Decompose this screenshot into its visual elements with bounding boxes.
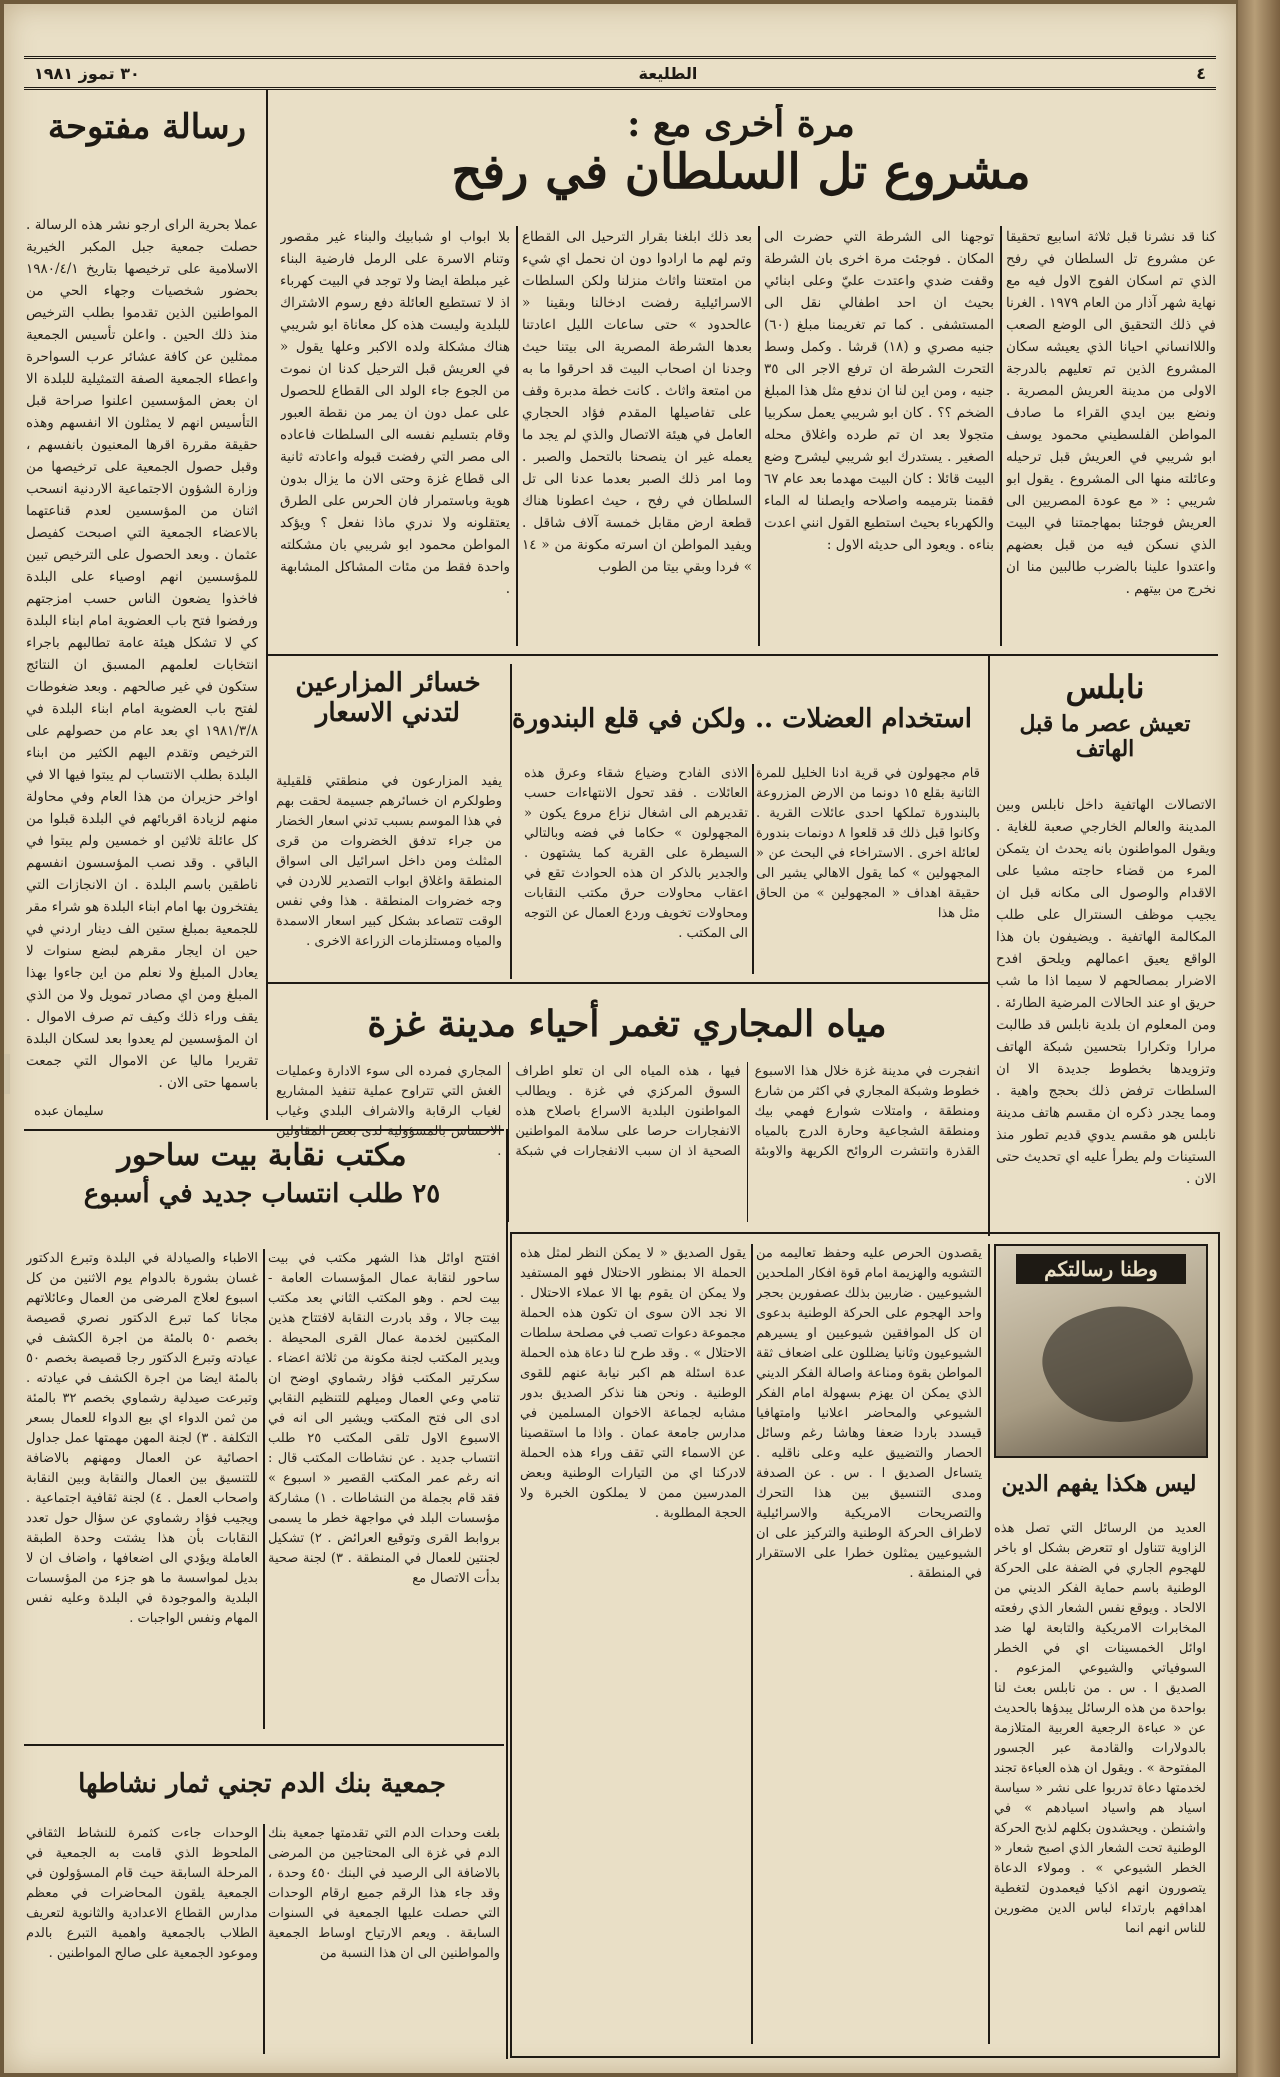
bethsahour-col-1: افتتح اوائل هذا الشهر مكتب في بيت ساحور لنقابة عمال المؤسسات العامة - بيت لحم . وهو المكتب الثاني بعد مكتب بيت جالا ، وقد بادرت النقابة لافتتاح هذين المكتبين لخدمة عمال القرى المحيطة . ويدير المكتب لجنة مكونة من ثلاثة اعضاء . سكرتير المكتب فؤاد رشماوي اوضح ان تنامي وعي العمال وميلهم للتنظيم النقابي ادى الى فتح المكتب ويشير الى انه في الاسبوع الاول تلقى المكتب ٢٥ طلب انتساب جديد . عن نشاطات المكتب قال : انه رغم عمر المكتب القصير « اسبوع » فقد قام بجملة من النشاطات . ١) مشاركة مؤسسات البلد في مواجهة خطر ما يسمى بروابط القرى وتوقيع العرائض . ٢) تشكيل لجنتين للعمال في المنطقة . ٣) لجنة صحية بدأت الاتصال مع (268, 1251, 500, 1586)
newspaper-page (4, 4, 1236, 2073)
farmers-body: يفيد المزارعون في منطقتي قلقيلية وطولكرم ان خسائرهم جسيمة لحقت بهم في هذا الموسم بسبب تدني اسعار الخضار من جراء تدفق الخضروات من قرى المثلث ومن داخل اسرائيل الى اسواق المنطقة واغلاق ابواب التصدير للاردن في وجه خضروات المنطقة . هذا وفي نفس الوقت تتصاعد بشكل كبير اسعار الاسمدة والمياه ومستلزمات الزراعة الاخرى . (276, 774, 502, 949)
main-story-col-4: بلا ابواب او شبابيك والبناء غير مقصور وتنام الاسرة على الرمل فارضية البناء غير مبلطة ايضا ولا توجد في البيت كهرباء اذ لا تستطيع العائلة دفع رسوم الاشتراك للبلدية وليست هذه كل معاناة ابو شريبي هناك مشكلة ولده الاكبر وعلها يقول « في العريش قبل الترحيل كدنا ان نموت من الجوع جاء الولد الى القطاع للحصول على عمل دون ان يمر من نقطة العبور وقام بتسليم نفسه الى السلطات فاعاده الى مصر التي رفضت قبوله واعادته ثانية الى قطاع غزة وحتى الان ما يزال بدون هوية وباستمرار فان الحرس على الطرق يعتقلونه ولا ندري ماذا نفعل ؟ ويؤكد المواطن محمود ابو شريبي بان مشكلته واحدة فقط من مئات المشاكل المشابهة . (280, 229, 510, 597)
blood-bank-headline (24, 1754, 500, 1814)
nablus-title: نابلس (1065, 669, 1145, 706)
gaza-title: مياه المجاري تغمر أحياء مدينة غزة (367, 1003, 887, 1045)
workers-headline (504, 684, 980, 754)
editorial-col-3: يقول الصديق « لا يمكن النظر لمثل هذه الحملة الا بمنظور الاحتلال فهو المستفيد ولا يمكن ان يقوم بها الا عملاء الاحتلال . الا نجد الان سوى ان تكون هذه الحملة مجموعة دعوات تصب في مصلحة سلطات الاحتلال » . وقد طرح لنا دعاة هذه الحملة عدة اسئلة هم اكبر نيابة عنهم للقوى الوطنية . ونحن هنا نذكر الصديق بدور مشابه لجماعة الاخوان المسلمين في مدارس جامعة عمان . واذا ما استقصينا عن الاسماء التي تقف وراء هذه الحملة لادركنا اي من التيارات الوطنية وبعض المدرسين ممن لا يملكون الخبرة ولا الحجة المطلوبة . (520, 1246, 746, 1521)
main-story-col-3: بعد ذلك ابلغنا بقرار الترحيل الى القطاع وتم لهم ما ارادوا دون ان نحمل اي شيء من امتعتنا واثاث منزلنا ولكن السلطات الاسرائيلية رفضت ادخالنا وبقينا « عالحدود » حتى ساعات الليل اعادتنا بعدها الشرطة المصرية الى بيتنا حيث وجدنا ان اصحاب البيت قد احرقوا ما به من امتعة واثاث . كانت خطة مدبرة وقف على تفاصيلها المقدم فؤاد الحجاري العامل في هيئة الاتصال والذي لم يجد ما يعمله غير ان ينصحنا بالتحمل والصبر . وما امر ذلك الصبر بعدما عدنا الى تل السلطان في رفح ، حيث اعطونا هناك قطعة ارض مقابل خمسة آلاف شاقل . ويفيد المواطن ان اسرته مكونة من « ١٤ » فردا وبقي بيتا من الطوب (522, 229, 752, 575)
blood-bank-col-1: بلغت وحدات الدم التي تقدمتها جمعية بنك الدم في غزة الى المحتاجين من المرضى بالاضافة الى الرصيد في البنك ٤٥٠ وحدة ، وقد جاء هذا الرقم جميع ارقام الوحدات التي حصلت عليها الجمعية في السنوات السابقة . ويعم الارتياح اوساط الجمعية والمواطنين الى ان هذا النسبة من (268, 1826, 500, 1961)
newspaper-name: الطليعة (638, 63, 698, 83)
editorial-col-1: العديد من الرسائل التي تصل هذه الزاوية تتناول او تتعرض بشكل او باخر للهجوم الجاري في الضفة على الحركة الوطنية باسم حماية الفكر الديني من الالحاد . ويوقع نفس الشعار الذي رفعته المخابرات الامريكية والتابعة لها ضد اوائل الخمسينات اي في الخطر السوفياتي والشيوعي المزعوم . الصديق ا . س . من نابلس بعث لنا بواحدة من هذه الرسائل يبدؤها بالحديث عن « عباءة الرجعية العربية المتلازمة بالدولارات والقادمة عبر الجسور المفتوحة » . ويقول ان هذه العباءة تجند لخدمتها دعاة تدربوا على نشر « سياسة اسياد هم واسياد اسيادهم » في واشنطن . ويحشدون بكلهم لذبح الحركة الوطنية تحت الشعار الذي اصبح شعار « الخطر الشيوعي » . ومولاء الدعاة يتصورون انهم اذكيا فيعمدون لتغطية اهدافهم بارتداء لباس الدين مضورين للناس انهم انما (994, 1521, 1206, 1936)
main-story-kicker: مرة أخرى مع : (627, 104, 855, 145)
main-story-col-2: توجهنا الى الشرطة التي حضرت الى المكان . فوجئت مرة اخرى بان الشرطة وقفت ضدي واعتدت عليّ وعلى ابنائي بحيث ان احد اطفالي نقل الى المستشفى . كما تم تغريمنا مبلغ (٦٠) جنيه مصري و (١٨) قرشا . وكمل وسط التحرت الشرطة ان ترفع الاجر الى ٣٥ جنيه ، ومن اين لنا ان ندفع مثل هذا المبلغ الضخم ؟؟ . كان ابو شريبي يعمل سكربيا متجولا بعد ان تم طرده واغلاق محله الصغير . يستدرك ابو شريبي ليشرح وضع البيت قائلا : كان البيت مهدما بعد عام ٦٧ فقمنا بترميمه واصلاحه وايصلنا له الماء والكهرباء بحيث استطيع القول انني اعدت بناءه . ويعود الى حديثه الاول : (764, 229, 994, 553)
main-story-headline (266, 104, 1216, 209)
page-number: ٤ (1196, 63, 1206, 83)
editorial-subhead: ليس هكذا يفهم الدين (1001, 1471, 1197, 1497)
masthead (24, 56, 1216, 90)
bethsahour-col-2: الاطباء والصيادلة في البلدة وتبرع الدكتور غسان بشورة بالدوام يوم الاثنين من كل اسبوع لعلاج المرضى من العمال وعائلاتهم مجانا كما تبرع الدكتور نصري قصيصة بخصم ٥٠ بالمئة من اجرة الكشف في عيادته وتبرع الدكتور رجا قصيصة بخصم ٥٠ بالمئة ايضا من اجرة الكشف في عيادته . وتبرعت صيدلية رشماوي بخصم ٣٢ بالمئة من ثمن الدواء اي بيع الدواء للعمال بسعر التكلفة . ٣) لجنة المهن مهمتها عمل جداول احصائية عن العمال ومهنهم بالاضافة للتنسيق بين العمال والنقابة وبين النقابة واصحاب العمل . ٤) لجنة ثقافية اجتماعية . ويجيب فؤاد رشماوي عن سؤال حول تعدد النقابات بأن هذا يشتت وحدة الطبقة العاملة ويؤدي الى اضعافها ، واضاف ان لا بديل لمواسسة ما هو جزء من المؤسسات البلدية والموجودة في البلدة وعليه نفس المهام ونفس الواجبات . (26, 1251, 258, 1626)
bethsahour-subtitle: ٢٥ طلب انتساب جديد في أسبوع (83, 1178, 441, 1209)
issue-date: ٣٠ تموز ١٩٨١ (34, 63, 140, 83)
workers-title: استخدام العضلات .. ولكن في قلع البندورة (511, 704, 973, 734)
gaza-headline (274, 994, 980, 1054)
blood-bank-col-2: الوحدات جاءت كثمرة للنشاط الثقافي الملحوظ الذي قامت به الجمعية في المرحلة السابقة حيث قام المسؤولون في الجمعية يلقون المحاضرات في معظم مدارس القطاع الاعدادية والثانوية لتعريف الطلاب بالجمعية واهمية التبرع بالدم وموعود الجمعية على صالح المواطنين . (26, 1826, 258, 1961)
blood-bank-title: جمعية بنك الدم تجني ثمار نشاطها (78, 1769, 446, 1799)
gaza-body: انفجرت في مدينة غزة خلال هذا الاسبوع خطوط وشبكة المجاري في اكثر من شارع ومنطقة ، وامتلات شوارع فهمي بيك ومنطقة الشجاعية وحارة الدرج بالمياه القذرة وانتشرت الروائح الكريهة والاوبئة فيها ، هذه المياه الى ان تعلو اطراف السوق المركزي في غزة . ويطالب المواطنون البلدية الاسراع باصلاح هذه الانفجارات حرصا على سلامة المواطنين الصحية اذ ان سبب الانفجارات في شبكة المجاري فمرده الى سوء الادارة وعمليات الغش التي تتراوح عملية تنفيذ المشاريع لغياب الرقابة والاشراف البلدي وغياب الاحساس بالمسؤولية لدى بعض المقاولين . (276, 1064, 980, 1159)
nablus-body: الاتصالات الهاتفية داخل نابلس وبين المدينة والعالم الخارجي صعبة للغاية . ويقول المواطنون بانه يحدث ان يتمكن المرء من قضاء حاجته مشيا على الاقدام والوصول الى مكانه قبل ان يجيب موظف السنترال على طلب المكالمة الهاتفية . ويضيفون بان هذا الواقع يعيق اعمالهم ويلحق افدح الاضرار بمصالحهم لا سيما اذا ما شب حريق او عند الحالات المرضية الطارئة . ومن المعلوم ان بلدية نابلس قد طالبت مرارا وتكرارا بتحسين شبكة الهاتف وتزويدها بخطوط جديدة الا ان السلطات ترفض ذلك بحجج واهية . ومما يجدر ذكره ان مقسم هاتف مدينة نابلس هو مقسم يدوي قديم تطور منذ الستينات ولم يطرأ عليه اي تحديث حتى الان . (996, 797, 1216, 1187)
bethsahour-title: مكتب نقابة بيت ساحور (117, 1139, 407, 1173)
workers-col-1: قام مجهولون في قرية ادنا الخليل للمرة الثانية بقلع ١٥ دونما من الارض المزروعة بالبندورة تملكها احدى عائلات القرية . وكانوا قبل ذلك قد قلعوا ٨ دونمات بندورة لعائلة اخرى . الاستراخاء في البحث عن « المجهولين » كما يقول الاهالي يشير الى حقيقة اهداف « المجهولين » من الحاق مثل هذا (756, 766, 980, 921)
open-letter-title: رسالة مفتوحة (47, 107, 246, 147)
bound-volume-edge (1238, 0, 1280, 2077)
nablus-subtitle: تعيش عصر ما قبل الهاتف (1019, 710, 1191, 763)
farmers-subtitle: لتدني الاسعار (315, 697, 461, 728)
hand-graphic (1030, 1286, 1203, 1447)
nablus-headline (994, 669, 1216, 779)
editorial-image (994, 1244, 1208, 1458)
editorial-image-caption: وطنا رسالتكم (1016, 1254, 1186, 1284)
page-edge-mark (4, 1054, 10, 1094)
main-story-title: مشروع تل السلطان في رفح (451, 144, 1031, 201)
farmers-headline (274, 669, 502, 759)
open-letter-body: عملا بحرية الراى ارجو نشر هذه الرسالة . حصلت جمعية جبل المكبر الخيرية الاسلامية على ترخيصها بتاريخ ١٩٨٠/٤/١ بحضور شخصيات وجهاء الحي من المواطنين الذين تقدموا بطلب الترخيص منذ ذلك الحين . واعلن تأسيس الجمعية ممثلين عن كافة عشائر عرب السواحرة واعطاء الجمعية الصفة التمثيلية للبلدة الا ان بعض المؤسسين اعلنوا صراحة قبل التأسيس انهم لا يمثلون الا انفسهم وهذه حقيقة مقررة اقرها المعنيون بانفسهم ، وقبل حصول الجمعية على ترخيصها من وزارة الشؤون الاجتماعية الاردنية انسحب اثنان من المؤسسين لعدم قناعتهما بالاعضاء الجمعية التي اصبحت كفيصل عثمان . وبعد الحصول على الترخيص تبين للمؤسسين انهم اوصياء على البلدة فاخذوا يضعون الناس حسب امزجتهم ورفضوا فتح باب العضوية امام ابناء البلدة كي لا تشكل هيئة عامة تطالبهم باجراء انتخابات لعلمهم المسبق ان النتائج ستكون في غير صالحهم . وبعد ضغوطات لفتح باب العضوية امام ابناء البلدة في ١٩٨١/٣/٨ اي بعد عام من حصولهم على الترخيص وتقدم اليهم الكثير من ابناء البلدة بطلب الانتساب لم يبتوا فيها الا في اواخر حزيران من هذا العام وفي محاولة منهم لزيادة اقربائهم في البلدة قبلوا من كل عائلة ثلاثين او خمسين ولم يبتوا في الباقي . وقد نصب المؤسسون انفسهم ناطقين باسم البلدة . ان الانجازات التي يفتخرون بها امام ابناء البلدة هو شراء مقر للجمعية بمبلغ ستين الف دينار اردني في حين ان ايجار مقرهم لبضع سنوات لا يعادل المبلغ ولا نعلم من اين جاءوا بهذا المبلغ ومن اي مصادر تمويل ولا من الذي يقف وراء ذلك وكيف تم صرف الاموال . ان المؤسسين لم يعدوا بعد لسكان البلدة تقريرا ماليا عن الاموال التي جمعت باسمها حتى الان . (26, 217, 258, 1091)
open-letter-signature: سليمان عبده (34, 1104, 104, 1119)
workers-col-2: الاذى الفادح وضياع شقاء وعرق هذه العائلات . فقد تحول الانتهاءات حسب تقديرهم الى اشغال نزاع مروع يكون « المجهولون » حكاما في فضه وبالتالي السيطرة على القرية كما يشتهون . والجدير بالذكر ان هذه الحوادث تقع في اعقاب محاولات حرق مكتب النقابات ومحاولات تخويف وردع العمال عن التوجه الى المكتب . (524, 766, 748, 941)
open-letter-headline (24, 104, 256, 204)
main-story-col-1: كنا قد نشرنا قبل ثلاثة اسابيع تحقيقا عن مشروع تل السلطان في رفح الذي تم اسكان الفوج الاول فيه مع نهاية شهر آذار من العام ١٩٧٩ . الغرنا في ذلك التحقيق الى الوضع الصعب واللاانساني احيانا الذي يعيشه سكان المشروع الذين تم تعليهم بالدرجة الاولى من مدينة العريش المصرية . ونضع بين ايدي القراء ما صادف المواطن الفلسطيني محمود يوسف ابو شريبي في العريش قبل ترحيله وعائلته منها الى المشروع . يقول ابو شريبي : « مع عودة المصريين الى العريش فوجئنا بمهاجمتنا في البيت الذي نسكن فيه من قبل بعضهم واعتدوا علينا بالضرب طالبين منا ان نخرج من بيتهم . (1006, 229, 1216, 597)
bethsahour-headline (24, 1139, 500, 1239)
farmers-title: خسائر المزارعين (295, 669, 481, 698)
editorial-subhead-wrap (994, 1459, 1204, 1509)
editorial-col-2: يقصدون الحرص عليه وحفظ تعاليمه من التشويه والهزيمة امام قوة افكار الملحدين الشيوعيين . ضاربين بذلك عصفورين بحجر واحد الهجوم على الحركة الوطنية بدعوى ان كل الموافقين شيوعيين او يسيرهم الشيوعيون وثانيا يضللون على اضعاف ثقة المواطن بقوة ومناعة واصالة الفكر الديني الذي يمكن ان يهزم بسهولة امام الفكر الشيوعي والمحاضر اعلانيا وامتهافيا قيسدد باردا ضعفا وهاشا رغم وسائل الحصار والتضييق عليه وعلى ناقليه . يتساءل الصديق ا . س . عن الصدفة ومدى التنسيق بين هذا التحرك والتصريحات الامريكية والاسرائيلية لاطراف الحركة الوطنية والتركيز على ان الشيوعيين يمثلون خطرا على الاستقرار في المنطقة . (756, 1246, 982, 1581)
